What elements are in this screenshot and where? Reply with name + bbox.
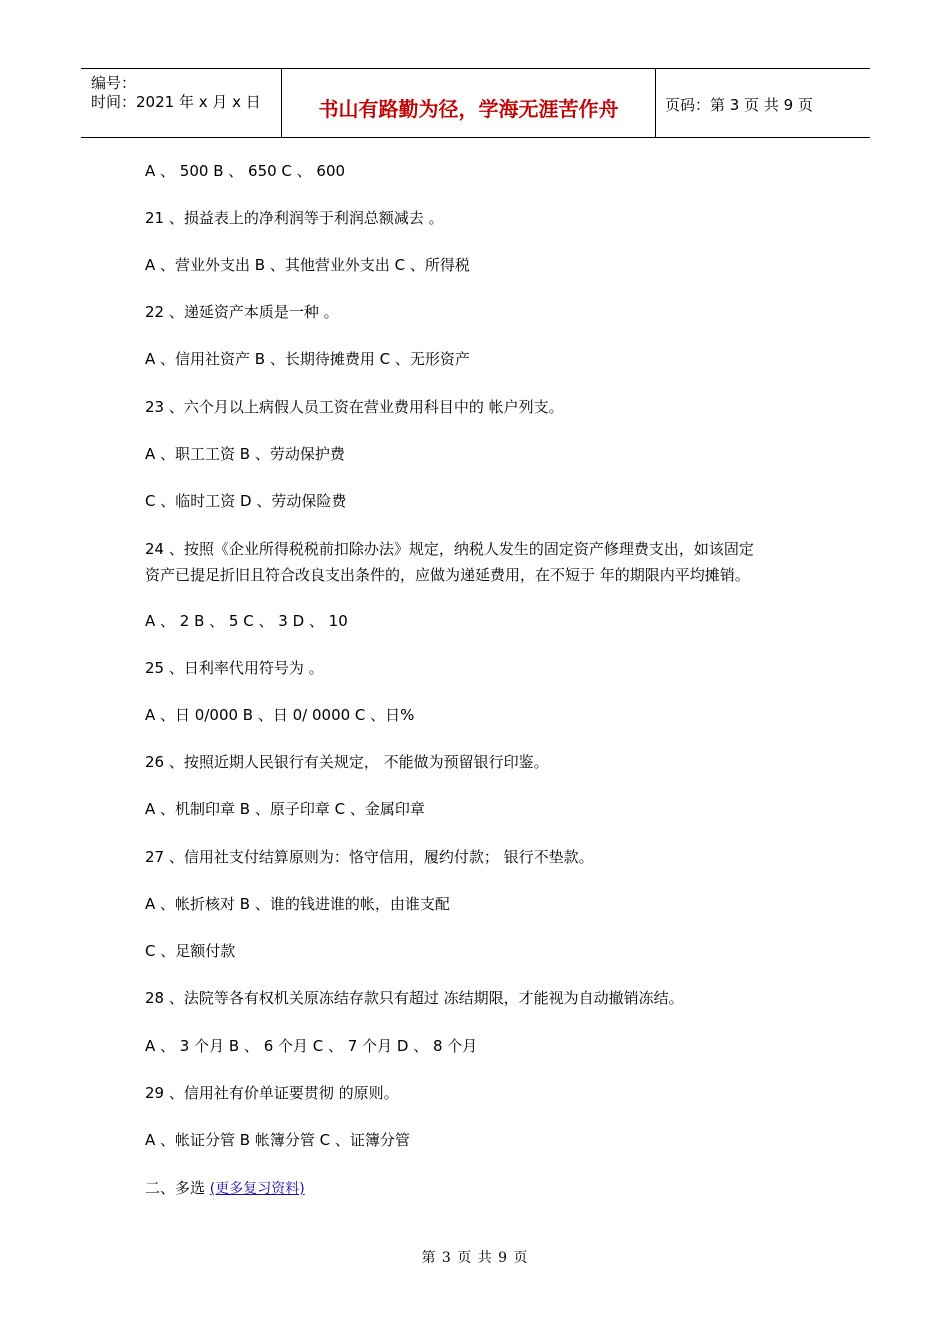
answer-options-21: A 、营业外支出 B 、其他营业外支出 C 、所得税 (145, 256, 470, 274)
answer-options-22: A 、信用社资产 B 、长期待摊费用 C 、无形资产 (145, 350, 470, 368)
answer-options-23-cd: C 、临时工资 D 、劳动保险费 (145, 492, 347, 510)
answer-options-29: A 、帐证分管 B 帐簿分管 C 、证簿分管 (145, 1131, 410, 1149)
question-29: 29 、信用社有价单证要贯彻 的原则。 (145, 1084, 399, 1102)
question-25: 25 、日利率代用符号为 。 (145, 659, 324, 677)
question-24-line-2: 资产已提足折旧且符合改良支出条件的，应做为递延费用，在不短于 年的期限内平均摊销。 (145, 566, 750, 584)
header-page-number: 页码：第 3 页 共 9 页 (665, 96, 813, 114)
page-header (81, 68, 870, 138)
section-heading-multiple-choice (145, 1178, 305, 1199)
document-number-label: 编号： (91, 74, 137, 92)
page-footer: 第 3 页 共 9 页 (421, 1250, 529, 1266)
answer-options-27-c: C 、足额付款 (145, 942, 236, 960)
answer-options-28: A 、 3 个月 B 、 6 个月 C 、 7 个月 D 、 8 个月 (145, 1037, 478, 1055)
header-motto: 书山有路勤为径，学海无涯苦作舟 (318, 97, 619, 121)
question-28: 28 、法院等各有权机关原冻结存款只有超过 冻结期限，才能视为自动撤销冻结。 (145, 989, 684, 1007)
answer-options-23-ab: A 、职工工资 B 、劳动保护费 (145, 445, 345, 463)
question-27: 27 、信用社支付结算原则为：恪守信用，履约付款； 银行不垫款。 (145, 848, 594, 866)
more-review-materials-link[interactable]: (更多复习资料) (209, 1181, 305, 1197)
header-left-cell (81, 69, 281, 137)
header-middle-cell (281, 69, 656, 137)
question-24-line-1: 24 、按照《企业所得税税前扣除办法》规定，纳税人发生的固定资产修理费支出，如该固定 (145, 540, 754, 558)
answer-options-26: A 、机制印章 B 、原子印章 C 、金属印章 (145, 800, 425, 818)
answer-options-25: A 、日 0/000 B 、日 0/ 0000 C 、日% (145, 706, 415, 724)
header-right-cell (655, 69, 870, 137)
question-22: 22 、递延资产本质是一种 。 (145, 303, 339, 321)
answer-options-20: A 、 500 B 、 650 C 、 600 (145, 162, 346, 180)
answer-options-24: A 、 2 B 、 5 C 、 3 D 、 10 (145, 612, 348, 630)
section-label: 二、多选 (145, 1179, 206, 1197)
question-26: 26 、按照近期人民银行有关规定， 不能做为预留银行印鉴。 (145, 753, 549, 771)
question-21: 21 、损益表上的净利润等于利润总额减去 。 (145, 209, 444, 227)
question-23: 23 、六个月以上病假人员工资在营业费用科目中的 帐户列支。 (145, 398, 564, 416)
document-time-label: 时间：2021 年 x 月 x 日 (91, 93, 261, 111)
answer-options-27-ab: A 、帐折核对 B 、谁的钱进谁的帐，由谁支配 (145, 895, 450, 913)
